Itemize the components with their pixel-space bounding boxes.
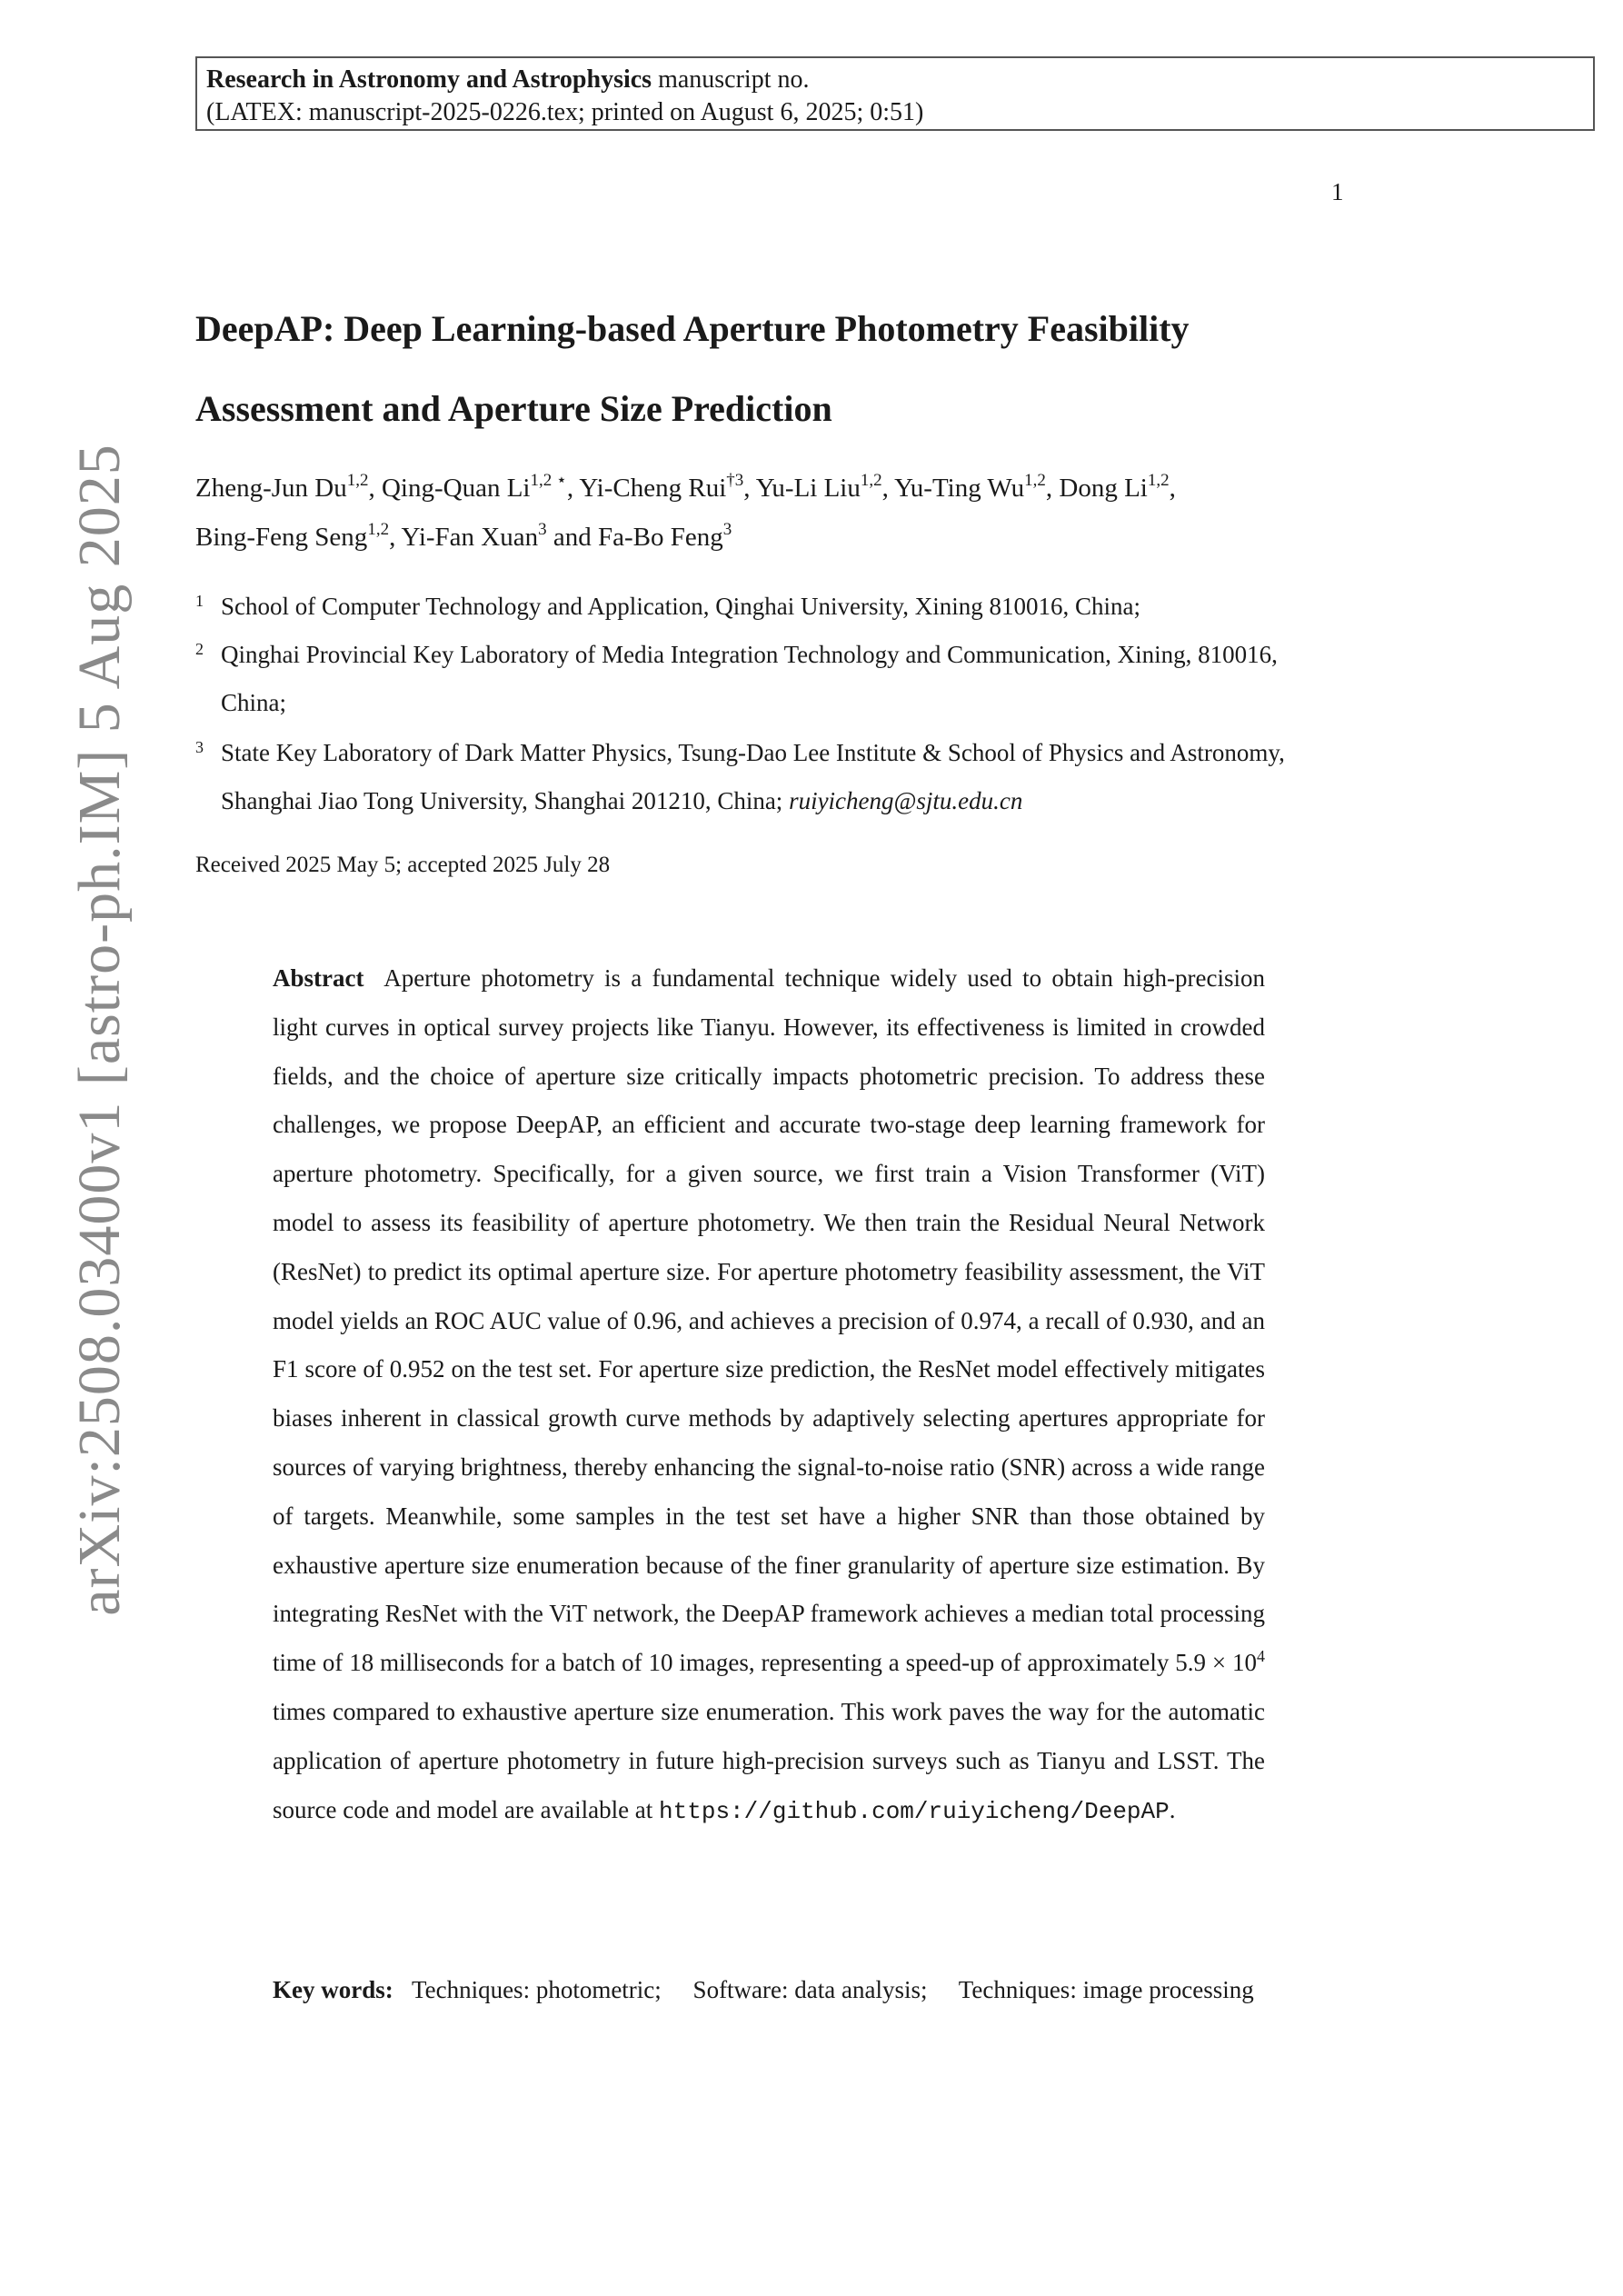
journal-name: Research in Astronomy and Astrophysics: [206, 65, 652, 94]
affiliation-3: [195, 729, 1304, 825]
author: Dong Li$^{1,2}$: [1059, 471, 1170, 503]
title-line-2: Assessment and Aperture Size Prediction: [195, 388, 832, 429]
arxiv-stamp-text: arXiv:2508.03400v1 [astro-ph.IM] 5 Aug 2025: [66, 444, 133, 1616]
abstract: Abstract Aperture photometry is a fundamental technique widely used to obtain high-precision light curves in optical survey projects like Tianyu. However, its effectiveness is limited in crowded fields, and the choice of aperture size critically impacts photometric precision. To address these challenges, we propose DeepAP, an efficient and accurate two-stage deep learning framework for aperture photometry. Specifically, for a given source, we first train a Vision Transformer (ViT) model to assess its feasibility of aperture photometry. We then train the Residual Neural Network (ResNet) to predict its optimal aperture size. For aperture photometry feasibility assessment, the ViT model yields an ROC AUC value of 0.96, and achieves a precision of 0.974, a recall of 0.930, and an F1 score of 0.952 on the test set. For aperture size prediction, the ResNet model effectively mitigates biases inherent in classical growth curve methods by adaptively selecting apertures appropriate for sources of varying brightness, thereby enhancing the signal-to-noise ratio (SNR) across a wide range of targets. Meanwhile, some samples in the test set have a higher SNR than those obtained by exhaustive aperture size enumeration because of the finer granularity of aperture size estimation. By integrating ResNet with the ViT network, the DeepAP framework achieves a median total processing time of 18 milliseconds for a batch of 10 images, representing a speed-up of approximately $5.9 \times 10^4$ times compared to exhaustive aperture size enumeration. This work paves the way for the automatic application of aperture photometry in future high-precision surveys such as Tianyu and LSST. The source code and model are available at https://github.com/ruiyicheng/DeepAP.: [273, 964, 1265, 1825]
affiliation-number: 1: [195, 592, 204, 610]
affiliation-text: School of Computer Technology and Application, Qinghai University, Xining 810016, China;: [221, 593, 1140, 620]
keyword: Techniques: photometric;: [412, 1976, 662, 2003]
affiliation-text: State Key Laboratory of Dark Matter Physics, Tsung-Dao Lee Institute & School of Physics and Astronomy, Shanghai Jiao Tong University, Shanghai 201210, China;: [221, 739, 1285, 814]
author: Yu-Li Liu$^{1,2}$: [755, 471, 882, 503]
author: Fa-Bo Feng$^3$: [598, 520, 732, 552]
manuscript-header-box: [195, 56, 1595, 131]
latex-line: (LATEX: manuscript-2025-0226.tex; printed on August 6, 2025; 0:51): [206, 98, 924, 126]
contact-email: ruiyicheng@sjtu.edu.cn: [789, 787, 1023, 814]
abstract-text-part-1: Aperture photometry is a fundamental technique widely used to obtain high-precision light curves in optical survey projects like Tianyu. However, its effectiveness is limited in crowded fields, and the choice of aperture size critically impacts photometric precision. To address these challenges, we propose DeepAP, an efficient and accurate two-stage deep learning framework for aperture photometry. Specifically, for a given source, we first train a Vision Transformer (ViT) model to assess its feasibility of aperture photometry. We then train the Residual Neural Network (ResNet) to predict its optimal aperture size. For aperture photometry feasibility assessment, the ViT model yields an ROC AUC value of 0.96, and achieves a precision of 0.974, a recall of 0.930, and an F1 score of 0.952 on the test set. For aperture size prediction, the ResNet model effectively mitigates biases inherent in classical growth curve methods by adaptively selecting apertures appropriate for sources of varying brightness, thereby enhancing the signal-to-noise ratio (SNR) across a wide range of targets. Meanwhile, some samples in the test set have a higher SNR than those obtained by exhaustive aperture size enumeration because of the finer granularity of aperture size estimation. By integrating ResNet with the ViT network, the DeepAP framework achieves a median total processing time of 18 milliseconds for a batch of 10 images, representing a speed-up of approximately: [273, 964, 1265, 1677]
affiliation-1: [195, 583, 1377, 631]
affiliation-number: 2: [195, 640, 204, 658]
code-url-link[interactable]: https://github.com/ruiyicheng/DeepAP: [659, 1797, 1170, 1825]
received-dates: Received 2025 May 5; accepted 2025 July 28: [195, 853, 611, 877]
author: Qing-Quan $Li^{1,2 ⋆}$: [381, 471, 567, 503]
author: Yu-Ting Wu$^{1,2}$: [894, 471, 1046, 503]
author: Yi-Fan Xuan$^3$: [401, 520, 547, 552]
abstract-heading: Abstract: [273, 964, 364, 992]
author: Bing-Feng Seng$^{1,2}$: [195, 520, 390, 552]
paper-title: [195, 289, 1377, 449]
title-line-1: DeepAP: Deep Learning-based Aperture Photometry Feasibility: [195, 308, 1190, 349]
header-line-1: [206, 64, 1584, 96]
author: Zheng-Jun Du$^{1,2}$: [195, 471, 369, 503]
abstract-text-part-2: times compared to exhaustive aperture size enumeration. This work paves the way for the automatic application of aperture photometry in future high-precision surveys such as Tianyu and LSST. The source code and model are available at: [273, 1697, 1265, 1823]
keywords: [273, 1965, 1265, 2014]
keyword: Software: data analysis;: [692, 1976, 928, 2003]
affiliation-2: [195, 631, 1304, 727]
keywords-heading: Key words:: [273, 1976, 393, 2003]
page-number: 1: [1331, 178, 1344, 205]
author-list: Zheng-Jun Du$^{1,2}$, Qing-Quan $Li^{1,2 ⋆}$, Yi-Cheng Rui$^{\dagger 3}$, Yu-Li Liu$^{1,2}$, Yu-Ting Wu$^{1,2}$, Dong Li$^{1,2}$, Bing-Feng Seng$^{1,2}$, Yi-Fan Xuan$^3$ and Fa-Bo Feng$^3$: [195, 471, 1176, 552]
affiliation-number: 3: [195, 738, 204, 756]
speedup-value: $5.9 \times 10^4$: [1175, 1647, 1265, 1677]
manuscript-label: manuscript no.: [658, 65, 810, 94]
affiliation-text: Qinghai Provincial Key Laboratory of Media Integration Technology and Communication, Xining, 810016, China;: [221, 641, 1278, 716]
author: Yi-Cheng Rui$^{\dagger 3}$: [579, 471, 744, 503]
keyword: Techniques: image processing: [958, 1976, 1254, 2003]
